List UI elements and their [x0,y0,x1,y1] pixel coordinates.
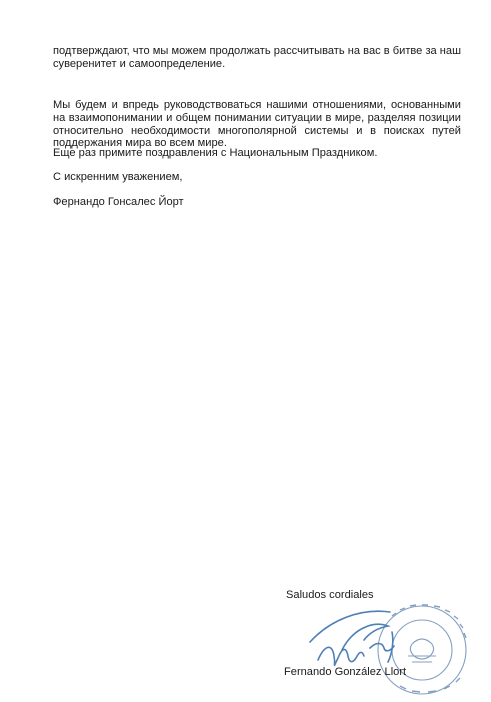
paragraph-1: подтверждают, что мы можем продолжать рассчитывать на вас в битве за наш суверенитет и самоопределение. [53,45,461,70]
paragraph-3: Еще раз примите поздравления с Национальным Праздником. [53,147,378,159]
closing-line: С искренним уважением, [53,171,183,183]
handwritten-signature-icon [310,611,394,665]
signer-name-es: Fernando González Llort [284,666,407,678]
signature-name-ru: Фернандо Гонсалес Йорт [53,196,184,208]
paragraph-2: Мы будем и впредь руководствоваться нашими отношениями, основанными на взаимопонимании и общем понимании ситуации в мире, разделяя позиции относительно необходимости многополярной системы и в поисках путей поддержания мира во всем мире. [53,99,461,150]
greeting-es: Saludos cordiales [286,589,374,601]
signature-stamp-image [300,598,470,698]
